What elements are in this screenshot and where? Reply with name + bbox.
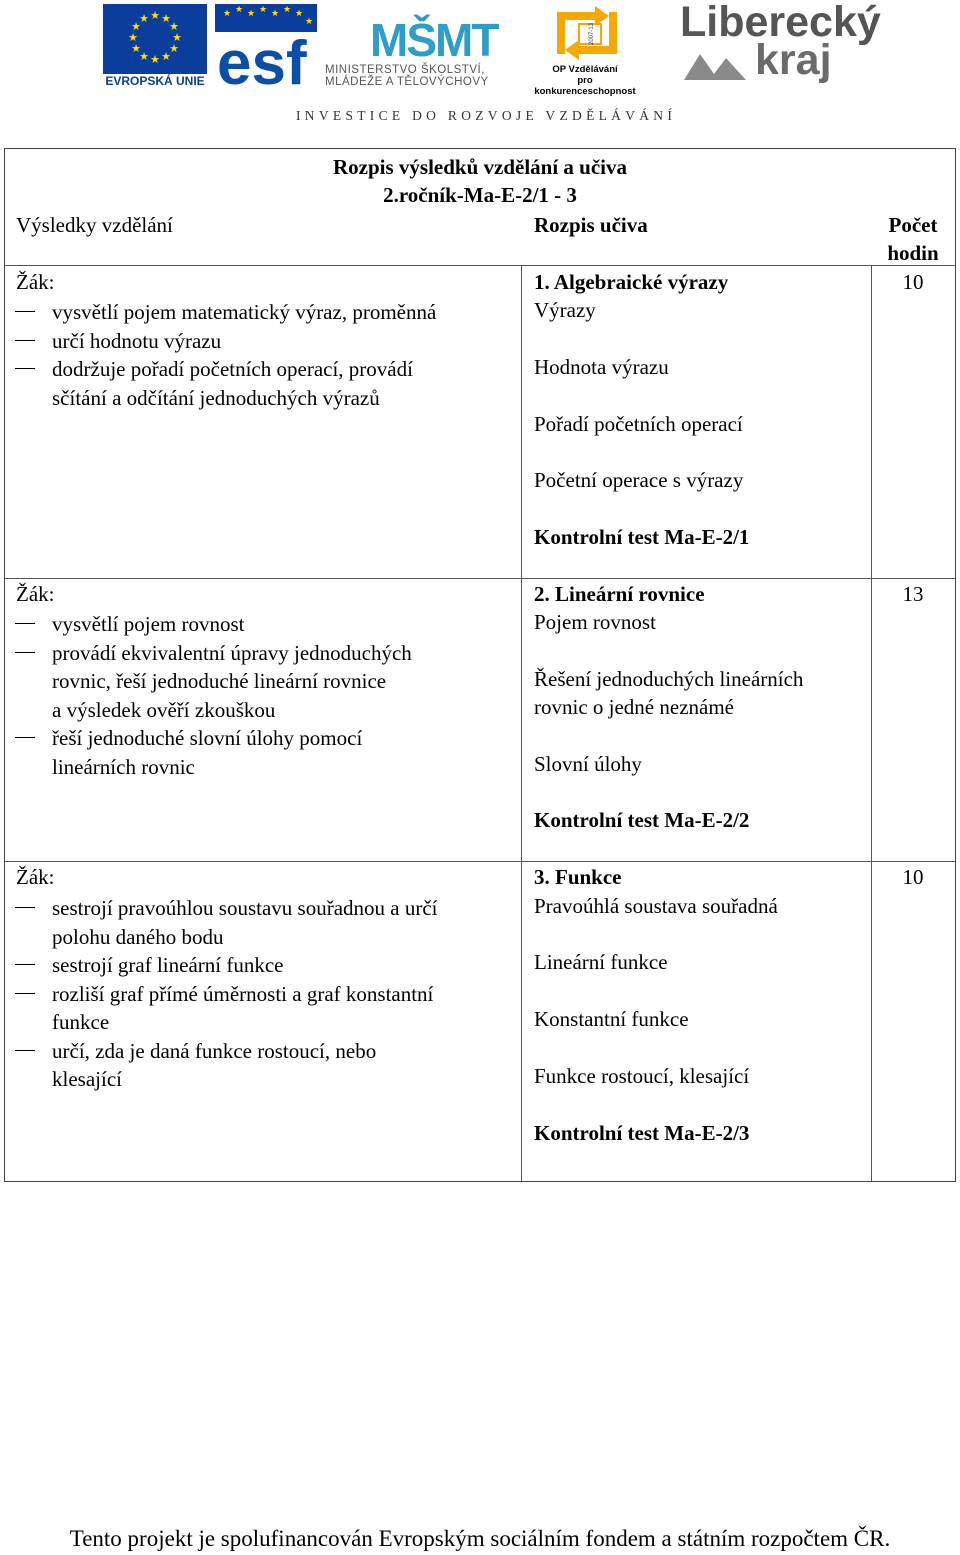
- svg-text:★: ★: [150, 53, 160, 66]
- row-divider-1: [5, 578, 955, 579]
- eu-flag-logo: [103, 4, 207, 74]
- svg-text:★: ★: [161, 50, 171, 63]
- svg-text:★: ★: [247, 9, 256, 19]
- svg-text:★: ★: [139, 50, 149, 63]
- header-divider: [5, 265, 955, 266]
- dash-bullet: [15, 340, 35, 341]
- svg-text:★: ★: [128, 31, 138, 44]
- row2-outcomes: [5, 610, 521, 781]
- dash-bullet: [15, 368, 35, 369]
- svg-text:★: ★: [172, 31, 182, 44]
- esf-wordmark: esf: [217, 29, 307, 86]
- liberecky-kraj-logo-line2: kraj: [755, 36, 832, 84]
- row3-test: Kontrolní test Ma-E-2/3: [534, 1121, 750, 1145]
- footer-note: Tento projekt je spolufinancován Evropským sociálním fondem a státním rozpočtem ČR.: [69, 1526, 891, 1551]
- row1-item: Výrazy: [534, 298, 596, 322]
- opvk-badge: 2007-13: [589, 22, 595, 46]
- svg-text:★: ★: [131, 42, 141, 55]
- msmt-wordmark: MŠMT: [370, 14, 498, 64]
- svg-text:★: ★: [259, 5, 268, 15]
- list-item: vysvětlí pojem matematický výraz, proměnná: [5, 298, 521, 327]
- list-item: sestrojí graf lineární funkce: [5, 951, 521, 980]
- col-divider-1: [521, 265, 522, 1181]
- opvk-caption: OP Vzdělávání pro konkurenceschopnost: [534, 64, 636, 97]
- row1-hours: 10: [902, 270, 924, 294]
- row-divider-2: [5, 861, 955, 862]
- svg-text:★: ★: [169, 42, 179, 55]
- eu-stars-icon: [103, 4, 207, 74]
- list-item: určí, zda je daná funkce rostoucí, nebo klesající: [5, 1037, 521, 1094]
- row3-outcomes: [5, 894, 521, 1094]
- list-item: řeší jednoduché slovní úlohy pomocí lineárních rovnic: [5, 724, 521, 781]
- row3-item: Pravoúhlá soustava souřadná: [534, 894, 778, 918]
- row1-topic: 1. Algebraické výrazy: [534, 270, 729, 294]
- svg-text:★: ★: [305, 17, 314, 27]
- svg-text:★: ★: [235, 5, 244, 15]
- header-outcomes: Výsledky vzdělání: [16, 213, 173, 237]
- svg-text:★: ★: [271, 9, 280, 19]
- dash-bullet: [15, 652, 35, 653]
- svg-text:★: ★: [283, 5, 292, 15]
- row1-lead: Žák:: [16, 270, 55, 294]
- dash-bullet: [15, 1050, 35, 1051]
- row1-test: Kontrolní test Ma-E-2/1: [534, 525, 750, 549]
- row3-hours: 10: [902, 865, 924, 889]
- row2-item: Slovní úlohy: [534, 752, 642, 776]
- svg-text:★: ★: [139, 12, 149, 25]
- logo-bar: [0, 0, 960, 130]
- dash-bullet: [15, 311, 35, 312]
- row1-item: Početní operace s výrazy: [534, 468, 744, 492]
- list-item: vysvětlí pojem rovnost: [5, 610, 521, 639]
- row2-item: rovnic o jedné neznámé: [534, 695, 734, 719]
- row3-lead: Žák:: [16, 865, 55, 889]
- list-item: sestrojí pravoúhlou soustavu souřadnou a určí polohu daného bodu: [5, 894, 521, 951]
- header-curriculum: Rozpis učiva: [534, 213, 648, 237]
- eu-caption: EVROPSKÁ UNIE: [105, 74, 205, 88]
- row2-lead: Žák:: [16, 582, 55, 606]
- row3-item: Funkce rostoucí, klesající: [534, 1064, 750, 1088]
- list-item: dodržuje pořadí početních operací, provádí sčítání a odčítání jednoduchých výrazů: [5, 355, 521, 412]
- svg-text:★: ★: [295, 9, 304, 19]
- header-hours-2: hodin: [887, 241, 939, 265]
- page-title: Rozpis výsledků vzdělání a učiva: [332, 155, 628, 179]
- dash-bullet: [15, 737, 35, 738]
- liberecky-kraj-emblem: [680, 44, 750, 84]
- dash-bullet: [15, 993, 35, 994]
- page-subtitle: 2.ročník-Ma-E-2/1 - 3: [383, 183, 577, 207]
- dash-bullet: [15, 623, 35, 624]
- dash-bullet: [15, 907, 35, 908]
- curriculum-table: [4, 148, 956, 1182]
- svg-text:★: ★: [131, 20, 141, 33]
- row2-hours: 13: [902, 582, 924, 606]
- row2-item: Řešení jednoduchých lineárních: [534, 667, 804, 691]
- row1-outcomes: [5, 298, 521, 412]
- list-item: určí hodnotu výrazu: [5, 327, 521, 356]
- row3-item: Lineární funkce: [534, 950, 668, 974]
- header-hours-1: Počet: [888, 213, 938, 237]
- svg-text:★: ★: [169, 20, 179, 33]
- liberecky-kraj-logo-line1: Liberecký: [680, 0, 881, 46]
- row2-topic: 2. Lineární rovnice: [534, 582, 705, 606]
- row3-item: Konstantní funkce: [534, 1007, 689, 1031]
- svg-text:★: ★: [223, 9, 232, 19]
- row1-item: Hodnota výrazu: [534, 355, 669, 379]
- svg-text:★: ★: [150, 9, 160, 22]
- row1-item: Pořadí početních operací: [534, 412, 743, 436]
- col-divider-2: [871, 265, 872, 1181]
- row3-topic: 3. Funkce: [534, 865, 622, 889]
- dash-bullet: [15, 964, 35, 965]
- row2-test: Kontrolní test Ma-E-2/2: [534, 808, 750, 832]
- msmt-caption: MINISTERSTVO ŠKOLSTVÍ, MLÁDEŽE A TĚLOVÝCHOVY: [325, 64, 489, 88]
- svg-text:★: ★: [161, 12, 171, 25]
- esf-logo: [215, 4, 317, 86]
- slogan: INVESTICE DO ROZVOJE VZDĚLÁVÁNÍ: [296, 108, 677, 123]
- list-item: provádí ekvivalentní úpravy jednoduchých rovnic, řeší jednoduché lineární rovnice a výsledek ověří zkouškou: [5, 639, 521, 725]
- list-item: rozliší graf přímé úměrnosti a graf konstantní funkce: [5, 980, 521, 1037]
- row2-item: Pojem rovnost: [534, 610, 656, 634]
